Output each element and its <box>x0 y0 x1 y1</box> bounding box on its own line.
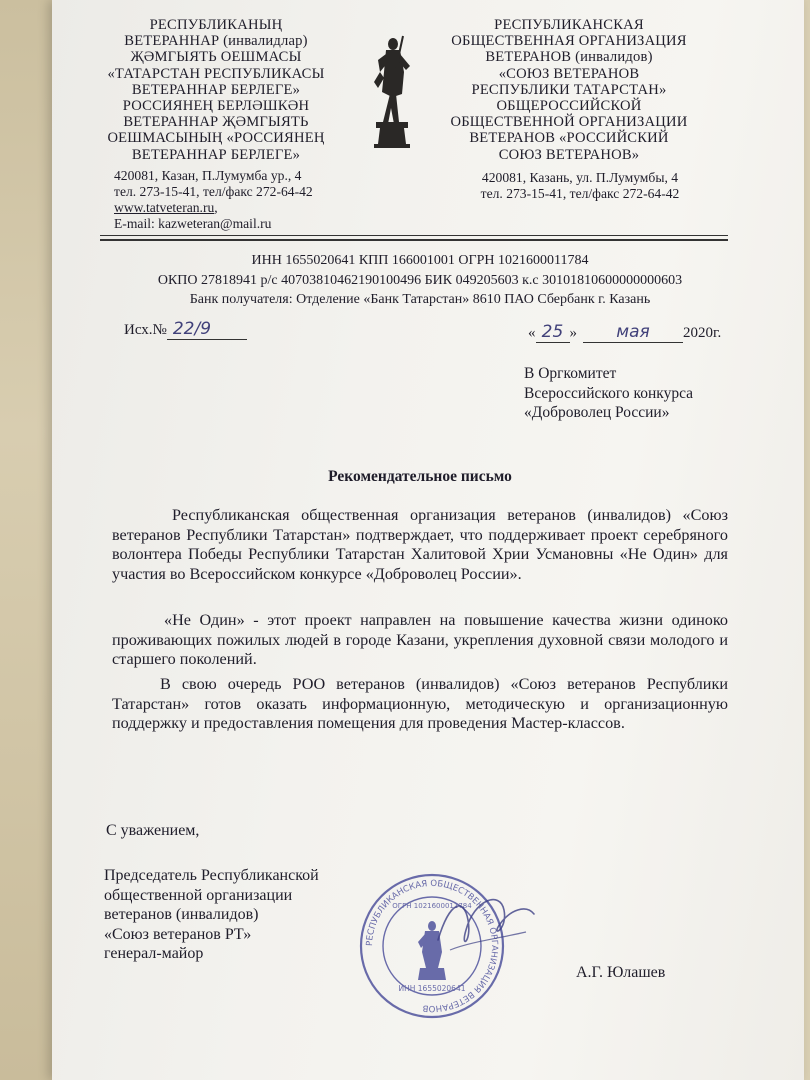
header-left-line: ВЕТЕРАННАР БЕРЛЕГЕ» <box>131 81 301 98</box>
header-right-line: ОБЩЕСТВЕННОЙ ОРГАНИЗАЦИИ <box>450 114 688 131</box>
date-day: 25 <box>541 322 564 342</box>
requisites-line: Банк получателя: Отделение «Банк Татарстан» 8610 ПАО Сбербанк г. Казань <box>189 292 651 307</box>
right-address: 420081, Казань, ул. П.Лумумбы, 4 <box>481 170 679 185</box>
header-left-contacts <box>114 168 354 232</box>
background-left <box>0 0 56 1080</box>
header-left-line: ВЕТЕРАННАР БЕРЛЕГЕ» <box>131 146 301 163</box>
date-open-quote: « <box>528 325 536 341</box>
header-divider-thick <box>100 239 728 241</box>
left-email: E-mail: kazweteran@mail.ru <box>114 216 272 231</box>
left-address: 420081, Казан, П.Лумумба ур., 4 <box>114 168 302 183</box>
signer-line: «Союз ветеранов РТ» <box>104 925 252 943</box>
signer-line: генерал-майор <box>104 945 204 962</box>
letter-date <box>528 322 721 343</box>
left-phone: тел. 273-15-41, тел/факс 272-64-42 <box>114 184 313 199</box>
addressee-line: В Оргкомитет <box>524 365 617 382</box>
signer-line: ветеранов (инвалидов) <box>104 906 259 923</box>
outgoing-number <box>124 319 247 340</box>
left-website-link[interactable]: www.tatveteran.ru <box>114 200 215 215</box>
date-close-quote: » <box>569 325 577 341</box>
header-right-line: СОЮЗ ВЕТЕРАНОВ» <box>498 146 640 163</box>
header-right-line: РЕСПУБЛИКАНСКАЯ <box>494 17 644 33</box>
header-left-org <box>96 17 336 163</box>
header-right-line: ВЕТЕРАНОВ «РОССИЙСКИЙ <box>469 130 669 147</box>
outgoing-number-value: 22/9 <box>172 319 212 339</box>
closing: С уважением, <box>106 822 200 839</box>
requisites-line: ИНН 1655020641 КПП 166001001 ОГРН 1021600011784 <box>251 253 589 268</box>
paragraph: В свою очередь РОО ветеранов (инвалидов) «Союз ветеранов Республики Татарстан» готов оказать информационную, методическую и организационную поддержку и предоставления помещения для проведения Мастер-классов. <box>112 675 728 733</box>
date-month: мая <box>616 322 650 342</box>
paragraph: Республиканская общественная организация ветеранов (инвалидов) «Союз ветеранов Республики Татарстан» подтверждает, что поддерживает проект серебряного волонтера Победы Республики Татарстан Халитовой Хрии Усмановны «Не Один» для участия во Всероссийском конкурсе «Доброволец России». <box>112 506 728 583</box>
header-divider <box>100 235 728 236</box>
signer-line: Председатель Республиканской <box>104 867 319 884</box>
stamp-inn: ИНН 1655020641 <box>398 984 466 993</box>
date-year: 2020г. <box>683 325 722 341</box>
stamp-ring-text: РЕСПУБЛИКАНСКАЯ ОБЩЕСТВЕННАЯ ОРГАНИЗАЦИЯ ВЕТЕРАНОВ <box>364 878 500 1014</box>
header-right-line: ВЕТЕРАНОВ (инвалидов) <box>485 49 653 66</box>
letter-title: Рекомендательное письмо <box>328 468 512 485</box>
soldier-monument-emblem-icon <box>366 32 418 152</box>
header-left-line: ҖӘМГЫЯТЬ ОЕШМАСЫ <box>130 49 302 66</box>
requisites-line: ОКПО 27818941 р/с 40703810462190100496 БИК 049205603 к.с 30101810600000000603 <box>157 273 683 288</box>
outgoing-label: Исх.№ <box>124 322 167 338</box>
stamp-ogrn: ОГРН 1021600011784 <box>392 902 472 910</box>
addressee-line: Всероссийского конкурса <box>524 384 694 402</box>
header-left-line: ВЕТЕРАННАР ҖӘМГЫЯТЬ <box>123 114 309 131</box>
header-left-line: ВЕТЕРАННАР (инвалидлар) <box>124 33 308 50</box>
header-right-contacts <box>460 170 700 202</box>
header-right-org <box>445 17 693 163</box>
header-right-line: «СОЮЗ ВЕТЕРАНОВ <box>498 65 640 82</box>
addressee-block <box>524 364 693 423</box>
header-left-line: РОССИЯНЕҢ БЕРЛӘШКӘН <box>122 98 310 115</box>
paragraph: «Не Один» - этот проект направлен на повышение качества жизни одиноко проживающих пожилых людей в городе Казани, укрепления духовной связи молодого и старшего поколений. <box>112 611 728 669</box>
signature-icon <box>430 880 540 970</box>
header-right-line: РЕСПУБЛИКИ ТАТАРСТАН» <box>471 81 667 98</box>
header-right-line: ОБЩЕРОССИЙСКОЙ <box>496 98 642 115</box>
signer-block <box>104 866 319 964</box>
signer-name: А.Г. Юлашев <box>576 964 666 981</box>
header-right-line: ОБЩЕСТВЕННАЯ ОРГАНИЗАЦИЯ <box>451 33 687 50</box>
addressee-line: «Доброволец России» <box>524 404 670 421</box>
right-phone: тел. 273-15-41, тел/факс 272-64-42 <box>480 186 680 201</box>
signer-line: общественной организации <box>104 886 293 904</box>
header-left-line: РЕСПУБЛИКАНЫҢ <box>149 17 283 33</box>
header-left-line: «ТАТАРСТАН РЕСПУБЛИКАСЫ <box>107 65 325 82</box>
left-website-row: www.tatveteran.ru, <box>114 200 218 215</box>
header-left-line: ОЕШМАСЫНЫҢ «РОССИЯНЕҢ <box>107 130 325 147</box>
